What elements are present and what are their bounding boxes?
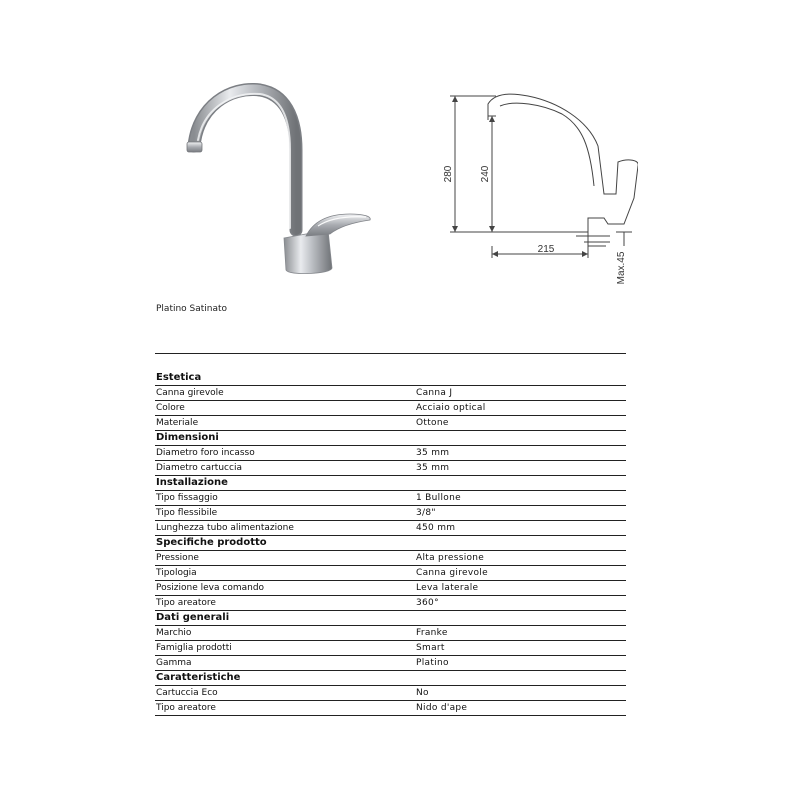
row-label: Diametro cartuccia [156,463,242,473]
section-title: Caratteristiche [156,672,241,683]
row-label: Marchio [156,628,192,638]
row-label: Materiale [156,418,199,428]
row-value: 1 Bullone [416,493,461,503]
section-header [155,476,626,491]
row-value: Smart [416,643,445,653]
dim-reach: 215 [537,244,555,255]
faucet-photo [180,80,380,280]
row-label: Tipo flessibile [156,508,218,518]
section-title: Specifiche prodotto [156,537,267,548]
table-row [155,566,626,581]
row-label: Colore [156,403,185,413]
divider [155,353,626,354]
section-header [155,536,626,551]
row-value: 35 mm [416,448,450,458]
section-title: Installazione [156,477,228,488]
spec-table [155,371,626,716]
row-label: Tipo areatore [156,703,216,713]
dim-height-total: 280 [443,165,454,183]
row-value: Canna J [416,388,453,398]
product-caption: Platino Satinato [156,304,228,314]
faucet-technical-drawing [438,86,638,292]
section-title: Dati generali [156,612,230,623]
section-header [155,371,626,386]
row-value: Ottone [416,418,449,428]
table-row [155,596,626,611]
row-label: Posizione leva comando [156,583,265,593]
section-header [155,671,626,686]
table-row [155,656,626,671]
table-row [155,521,626,536]
row-value: Canna girevole [416,568,488,578]
table-row [155,386,626,401]
table-row [155,491,626,506]
row-label: Famiglia prodotti [156,643,232,653]
row-value: Alta pressione [416,553,485,563]
row-value: 3/8" [416,508,436,518]
row-value: Platino [416,658,449,668]
table-row [155,461,626,476]
row-label: Tipo fissaggio [156,493,218,503]
row-label: Tipologia [156,568,197,578]
table-row [155,641,626,656]
table-row [155,581,626,596]
dim-max: Max.45 [616,251,627,285]
row-value: Acciaio optical [416,403,486,413]
table-row [155,701,626,716]
table-row [155,401,626,416]
section-title: Estetica [156,372,202,383]
table-row [155,626,626,641]
row-value: 360° [416,598,439,608]
row-value: No [416,688,429,698]
row-value: Leva laterale [416,583,479,593]
row-value: 450 mm [416,523,456,533]
table-row [155,506,626,521]
row-label: Diametro foro incasso [156,448,255,458]
row-value: 35 mm [416,463,450,473]
row-label: Gamma [156,658,192,668]
section-title: Dimensioni [156,432,219,443]
row-label: Lunghezza tubo alimentazione [156,523,294,533]
row-label: Cartuccia Eco [156,688,218,698]
table-row [155,446,626,461]
table-row [155,686,626,701]
row-label: Canna girevole [156,388,224,398]
row-label: Pressione [156,553,199,563]
row-value: Nido d'ape [416,703,468,713]
table-row [155,416,626,431]
section-header [155,611,626,626]
section-header [155,431,626,446]
row-value: Franke [416,628,448,638]
row-label: Tipo areatore [156,598,216,608]
dim-height-spout: 240 [480,165,491,183]
table-row [155,551,626,566]
